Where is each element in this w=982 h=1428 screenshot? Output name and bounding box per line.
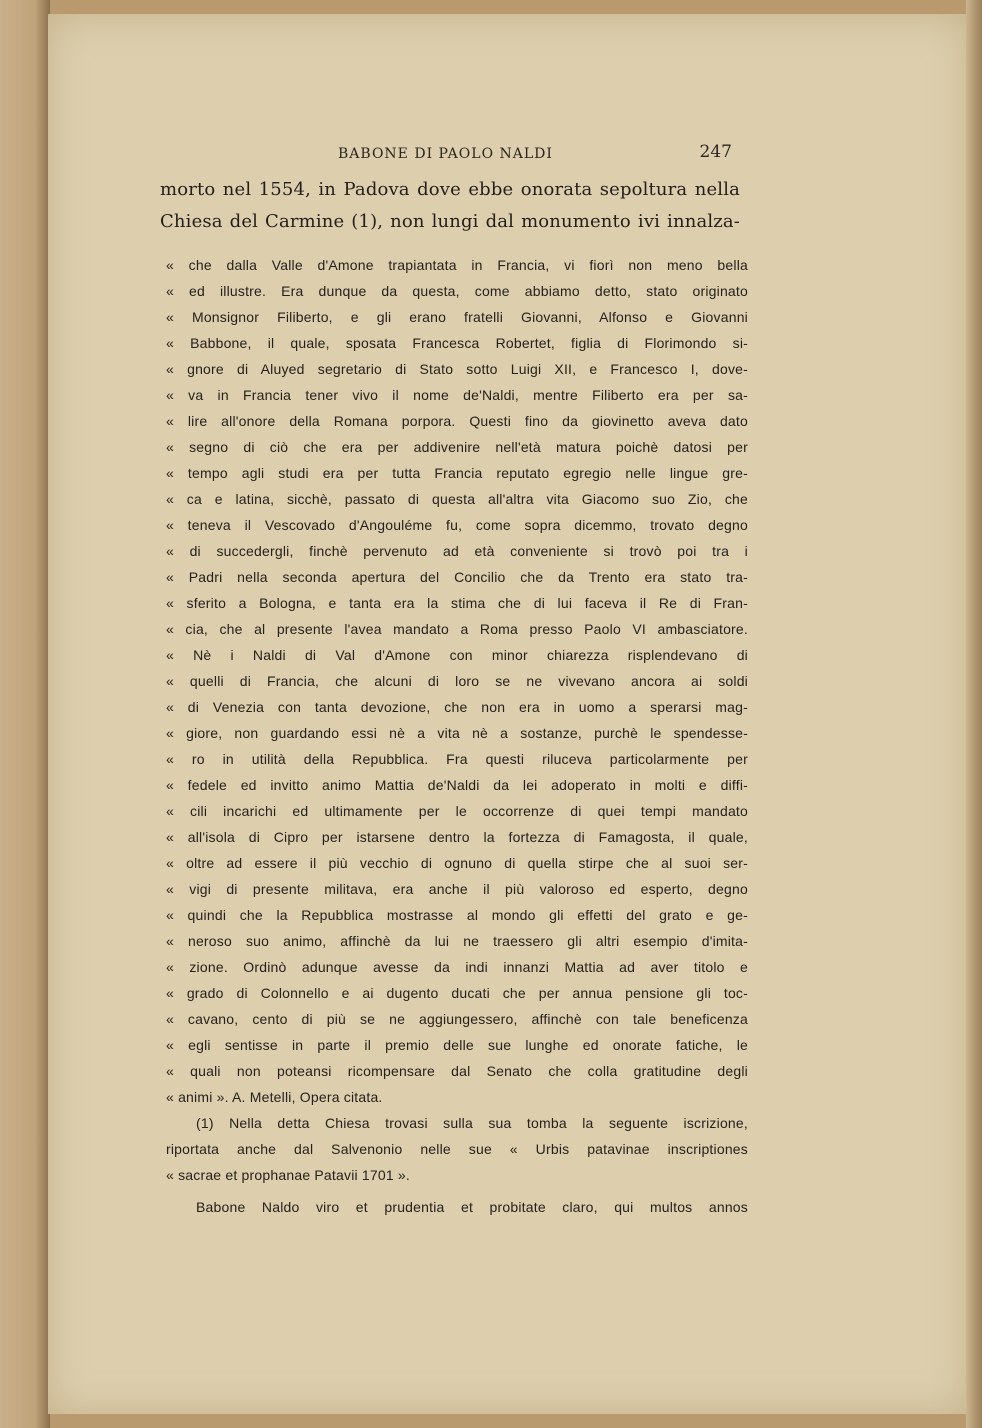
quote-line: « va in Francia tener vivo il nome de'Naldi, mentre Filiberto era per sa- [166, 387, 748, 403]
quote-line: « quindi che la Repubblica mostrasse al mondo gli effetti del grato e ge- [166, 907, 748, 923]
quote-line: « all'isola di Cipro per istarsene dentro la fortezza di Famagosta, il quale, [166, 829, 748, 845]
page-header [160, 140, 736, 170]
main-text [160, 174, 740, 238]
quote-line: « quali non poteansi ricompensare dal Senato che colla gratitudine degli [166, 1063, 748, 1079]
quote-line: « che dalla Valle d'Amone trapiantata in Francia, vi fiorì non meno bella [166, 257, 748, 273]
quote-line: « ca e latina, sicchè, passato di questa all'altra vita Giacomo suo Zio, che [166, 491, 748, 507]
quote-line: « sferito a Bologna, e tanta era la stima che di lui faceva il Re di Fran- [166, 595, 748, 611]
quote-line: « ro in utilità della Repubblica. Fra questi riluceva particolarmente per [166, 751, 748, 767]
quote-line: « Nè i Naldi di Val d'Amone con minor chiarezza risplendevano di [166, 647, 748, 663]
quote-line: « lire all'onore della Romana porpora. Questi fino da giovinetto aveva dato [166, 413, 748, 429]
quote-line: « Monsignor Filiberto, e gli erano fratelli Giovanni, Alfonso e Giovanni [166, 309, 748, 325]
note-block [166, 252, 748, 1220]
quote-line: « zione. Ordinò adunque avesse da indi innanzi Mattia ad aver titolo e [166, 959, 748, 975]
footnote-line: riportata anche dal Salvenonio nelle sue « Urbis patavinae inscriptiones [166, 1141, 748, 1157]
quote-line: « neroso suo animo, affinchè da lui ne traessero gli altri esempio d'imita- [166, 933, 748, 949]
quote-line: « Babbone, il quale, sposata Francesca Robertet, figlia di Florimondo si- [166, 335, 748, 351]
quote-line: « di Venezia con tanta devozione, che non era in uomo a sperarsi mag- [166, 699, 748, 715]
quote-line: « cili incarichi ed ultimamente per le occorrenze di quei tempi mandato [166, 803, 748, 819]
quote-line: « vigi di presente militava, era anche il più valoroso ed esperto, degno [166, 881, 748, 897]
inscription-line: Babone Naldo viro et prudentia et probitate claro, qui multos annos [196, 1199, 748, 1215]
quote-line: « di succedergli, finchè pervenuto ad età conveniente si trovò poi tra i [166, 543, 748, 559]
quote-line: « oltre ad essere il più vecchio di ognuno di quella stirpe che al suoi ser- [166, 855, 748, 871]
quote-line: « egli sentisse in parte il premio delle sue lunghe ed onorate fatiche, le [166, 1037, 748, 1053]
quote-line: « giore, non guardando essi nè a vita nè a sostanze, purchè le spendesse- [166, 725, 748, 741]
page-number: 247 [699, 142, 732, 162]
quote-line: « segno di ciò che era per addivenire nell'età matura poichè datosi per [166, 439, 748, 455]
running-title: BABONE DI PAOLO NALDI [338, 146, 553, 162]
footnote-line: (1) Nella detta Chiesa trovasi sulla sua tomba la seguente iscrizione, [196, 1115, 748, 1131]
quote-line: « cavano, cento di più se ne aggiungessero, affinchè con tale beneficenza [166, 1011, 748, 1027]
main-text-line: Chiesa del Carmine (1), non lungi dal monumento ivi innalza- [160, 211, 740, 232]
quote-line: « grado di Colonnello e ai dugento ducati che per annua pensione gli toc- [166, 985, 748, 1001]
quote-line: « ed illustre. Era dunque da questa, come abbiamo detto, stato originato [166, 283, 748, 299]
footnote-line: « sacrae et prophanae Patavii 1701 ». [166, 1167, 411, 1183]
quote-line: « tempo agli studi era per tutta Francia reputato egregio nelle lingue gre- [166, 465, 748, 481]
quote-line: « animi ». A. Metelli, Opera citata. [166, 1089, 383, 1105]
quote-line: « quelli di Francia, che alcuni di loro se ne vivevano ancora ai soldi [166, 673, 748, 689]
quote-line: « teneva il Vescovado d'Angouléme fu, come sopra dicemmo, trovato degno [166, 517, 748, 533]
quote-line: « fedele ed invitto animo Mattia de'Naldi da lei adoperato in molti e diffi- [166, 777, 748, 793]
facing-page-edge [0, 0, 50, 1428]
main-text-line: morto nel 1554, in Padova dove ebbe onorata sepoltura nella [160, 179, 740, 200]
page-stack-edge [966, 0, 982, 1428]
quote-line: « cia, che al presente l'avea mandato a Roma presso Paolo VI ambasciatore. [166, 621, 748, 637]
quote-line: « Padri nella seconda apertura del Concilio che da Trento era stato tra- [166, 569, 748, 585]
quote-line: « gnore di Aluyed segretario di Stato sotto Luigi XII, e Francesco I, dove- [166, 361, 748, 377]
